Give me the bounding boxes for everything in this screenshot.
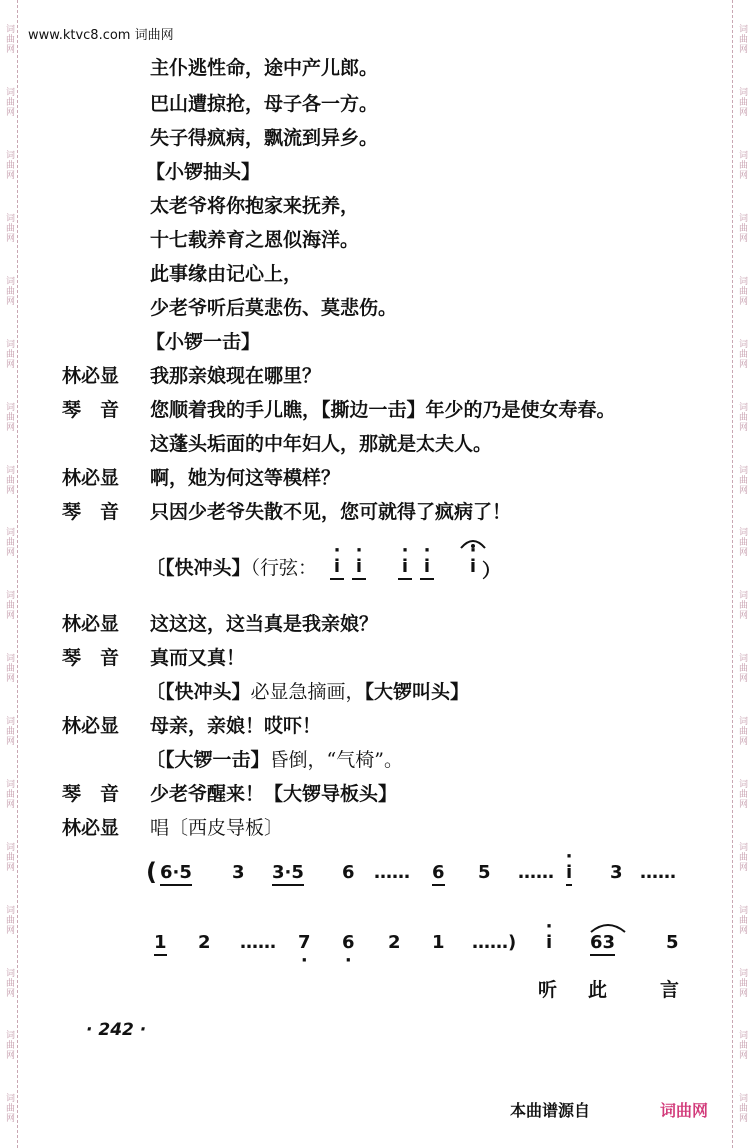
watermark-text: 词曲网 (737, 87, 747, 118)
note: …… (374, 862, 410, 883)
watermark-text: 词曲网 (737, 778, 747, 809)
source-site-link[interactable]: 词曲网 (660, 1101, 709, 1120)
note: …… (240, 932, 276, 953)
lyric-line: 失子得疯病，飘流到异乡。 (150, 127, 379, 149)
watermark-text: 词曲网 (4, 967, 14, 998)
stage-direction (146, 680, 469, 704)
note: · i (330, 556, 344, 580)
dialogue-line: 唱〔西皮导板〕 (150, 817, 284, 839)
note: · i (466, 556, 480, 577)
percussion-cue: 【大锣导板头】 (264, 783, 398, 805)
bracket-close: ） (482, 560, 502, 582)
watermark-text: 词曲网 (737, 653, 747, 684)
watermark-text: 词曲网 (4, 150, 14, 181)
string-notes (0, 556, 750, 586)
note: · i (420, 556, 434, 580)
watermark-text: 词曲网 (737, 213, 747, 244)
watermark-text: 词曲网 (4, 841, 14, 872)
watermark-text: 词曲网 (4, 24, 14, 55)
note: · i (398, 556, 412, 580)
watermark-text: 词曲网 (4, 904, 14, 935)
cue-label: （行弦： (250, 557, 318, 579)
dialogue-text: 少老爷醒来！ (150, 783, 265, 805)
dialogue-line: 只因少老爷失散不见，您可就得了疯病了！ (150, 501, 512, 523)
percussion-cue: 【大锣一击】 (165, 749, 270, 771)
note: 2 (388, 932, 401, 953)
lyric-line: 十七载养育之恩似海洋。 (150, 229, 360, 251)
dialogue-line (150, 782, 397, 806)
percussion-cue: 【快冲头】 (165, 557, 251, 579)
note: 7 · (298, 932, 311, 953)
note: ……) (472, 932, 517, 953)
direction-text: 必显急摘画， (250, 681, 365, 703)
lyric-line: 少老爷听后莫悲伤、莫悲伤。 (150, 297, 398, 319)
watermark-text: 词曲网 (4, 275, 14, 306)
percussion-cue: 【撕边一击】 (321, 399, 426, 421)
bracket-open: 〔 (146, 749, 166, 771)
note: 63 (590, 932, 615, 956)
speaker-name: 琴 音 (62, 501, 120, 523)
speaker-name: 林必显 (62, 365, 120, 387)
speaker-name: 琴 音 (62, 399, 120, 421)
watermark-text: 词曲网 (4, 1030, 14, 1061)
speaker-name: 琴 音 (62, 783, 120, 805)
score-row (0, 932, 750, 966)
watermark-text: 词曲网 (737, 1030, 747, 1061)
dialogue-text: 年少的乃是使女寿春。 (425, 399, 616, 421)
site-url[interactable]: www.ktvc8.com 词曲网 (28, 28, 174, 43)
dialogue-line: 真而又真！ (150, 647, 246, 669)
speaker-name: 林必显 (62, 817, 120, 839)
watermark-text: 词曲网 (737, 967, 747, 998)
note: 3 (610, 862, 623, 883)
watermark-text: 词曲网 (4, 590, 14, 621)
dialogue-line: 母亲，亲娘！哎吓！ (150, 715, 322, 737)
score-lyric: 言 (660, 979, 680, 1001)
watermark-text: 词曲网 (4, 653, 14, 684)
watermark-text: 词曲网 (4, 87, 14, 118)
note: 6 (432, 862, 445, 886)
percussion-cue: 【小锣抽头】 (146, 161, 261, 183)
page-number: · 242 · (86, 1020, 147, 1040)
watermark-text: 词曲网 (737, 150, 747, 181)
stage-direction (146, 748, 403, 772)
note: …… (518, 862, 554, 883)
percussion-cue: 【大锣叫头】 (364, 681, 470, 703)
note: 3·5 (272, 862, 304, 886)
lyric-line: 巴山遭掠抢，母子各一方。 (150, 93, 379, 115)
dialogue-line (150, 398, 616, 422)
watermark-text: 词曲网 (737, 275, 747, 306)
watermark-text: 词曲网 (4, 464, 14, 495)
dialogue-line: 啊，她为何这等模样？ (150, 467, 341, 489)
lyric-line: 此事缘由记心上， (150, 263, 303, 285)
watermark-text: 词曲网 (737, 904, 747, 935)
source-label: 本曲谱源自 (510, 1101, 591, 1120)
percussion-cue: 【快冲头】 (165, 681, 251, 703)
bracket-open: 〔 (146, 557, 166, 579)
bracket-open: 〔 (146, 681, 166, 703)
watermark-text: 词曲网 (4, 401, 14, 432)
watermark-text: 词曲网 (4, 716, 14, 747)
dialogue-text: 您顺着我的手儿瞧， (150, 399, 322, 421)
watermark-text: 词曲网 (737, 401, 747, 432)
speaker-name: 林必显 (62, 467, 120, 489)
percussion-cue: 【小锣一击】 (146, 331, 261, 353)
watermark-text: 词曲网 (737, 590, 747, 621)
score-lyric: 听 (538, 979, 558, 1001)
fermata-icon (458, 536, 488, 550)
note: 5 (478, 862, 491, 883)
note: 6·5 (160, 862, 192, 886)
note: 6 (342, 862, 355, 883)
watermark-text: 词曲网 (4, 1093, 14, 1124)
note: …… (640, 862, 676, 883)
watermark-text: 词曲网 (4, 213, 14, 244)
watermark-text: 词曲网 (737, 24, 747, 55)
speaker-name: 琴 音 (62, 647, 120, 669)
watermark-text: 词曲网 (737, 716, 747, 747)
watermark-text: 词曲网 (4, 527, 14, 558)
note: · i (546, 932, 552, 953)
note: 1 (154, 932, 167, 956)
lyric-line: 太老爷将你抱家来抚养， (150, 195, 360, 217)
watermark-text: 词曲网 (737, 1093, 747, 1124)
lyric-line: 主仆逃性命，途中产儿郎。 (150, 57, 379, 79)
dialogue-line: 这这这，这当真是我亲娘？ (150, 613, 379, 635)
watermark-text: 词曲网 (737, 464, 747, 495)
watermark-text: 词曲网 (4, 778, 14, 809)
note: · i (566, 862, 572, 886)
watermark-text: 词曲网 (737, 527, 747, 558)
note: 2 (198, 932, 211, 953)
watermark-text: 词曲网 (4, 338, 14, 369)
note: ( (146, 858, 157, 886)
watermark-text: 词曲网 (737, 338, 747, 369)
score-row (0, 858, 750, 896)
slur-icon (588, 920, 628, 934)
note: 6 · (342, 932, 355, 953)
watermark-text: 词曲网 (737, 841, 747, 872)
dialogue-line: 这蓬头垢面的中年妇人，那就是太夫人。 (150, 433, 493, 455)
speaker-name: 林必显 (62, 715, 120, 737)
note: · i (352, 556, 366, 580)
score-lyric: 此 (588, 979, 608, 1001)
speaker-name: 林必显 (62, 613, 120, 635)
note: 5 (666, 932, 679, 953)
note: 1 (432, 932, 445, 953)
direction-text: 昏倒，“气椅”。 (269, 749, 403, 771)
dialogue-line: 我那亲娘现在哪里？ (150, 365, 322, 387)
note: 3 (232, 862, 245, 883)
